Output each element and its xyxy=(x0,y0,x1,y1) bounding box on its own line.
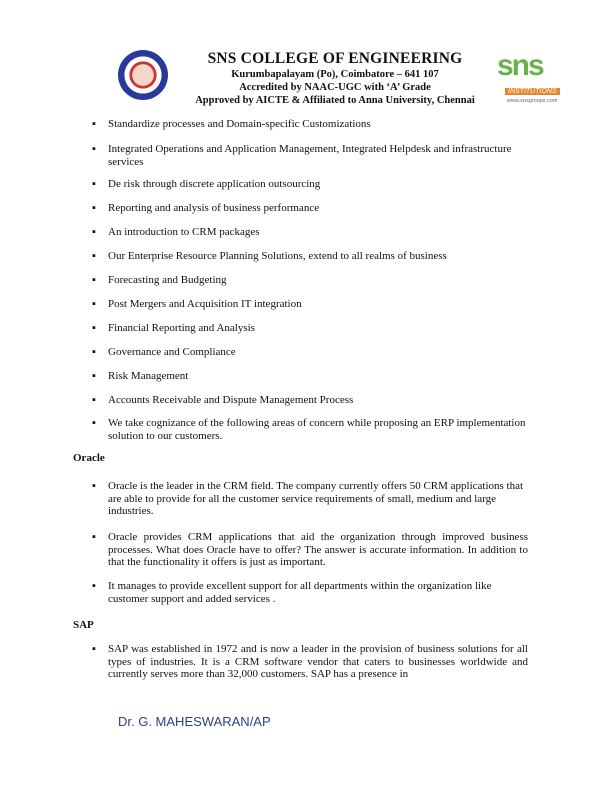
college-address: Kurumbapalayam (Po), Coimbatore – 641 107 xyxy=(231,69,439,80)
list-item-text: Risk Management xyxy=(108,370,189,382)
list-item xyxy=(92,143,532,168)
letterhead xyxy=(0,0,612,110)
bullet-icon: ▪ xyxy=(92,143,96,155)
list-item xyxy=(92,370,532,383)
heading-oracle: Oracle xyxy=(73,452,105,464)
list-item xyxy=(92,643,532,681)
heading-sap: SAP xyxy=(73,619,94,631)
bullet-icon: ▪ xyxy=(92,417,96,429)
bullet-icon: ▪ xyxy=(92,298,96,310)
list-item xyxy=(92,298,532,311)
list-item xyxy=(92,226,532,239)
list-item xyxy=(92,531,532,569)
list-item xyxy=(92,580,532,605)
bullet-icon: ▪ xyxy=(92,346,96,358)
list-item xyxy=(92,250,532,263)
list-item xyxy=(92,394,532,407)
list-item xyxy=(92,322,532,335)
list-item-text: Financial Reporting and Analysis xyxy=(108,322,255,334)
bullet-icon: ▪ xyxy=(92,580,96,592)
list-item xyxy=(92,178,532,191)
list-item-text: We take cognizance of the following areas of concern while proposing an ERP implementation solution to our customers. xyxy=(108,417,526,442)
list-item-text: De risk through discrete application outsourcing xyxy=(108,178,321,190)
list-item-text: Governance and Compliance xyxy=(108,346,236,358)
bullet-icon: ▪ xyxy=(92,322,96,334)
list-item-text: Oracle is the leader in the CRM field. The company currently offers 50 CRM applications that are able to provide for all the customer service requirements of small, medium and large industries. xyxy=(108,480,524,517)
list-item-text: Integrated Operations and Application Management, Integrated Helpdesk and infrastructure services xyxy=(108,143,512,168)
list-item xyxy=(92,417,532,442)
list-item xyxy=(92,202,532,215)
list-item xyxy=(92,480,532,518)
bullet-icon: ▪ xyxy=(92,274,96,286)
list-item-text: Oracle provides CRM applications that aid the organization through improved business processes. What does Oracle have to offer? The answer is accurate information. In addition to that the functionality it offers is just as important. xyxy=(108,531,528,568)
list-item-text: Forecasting and Budgeting xyxy=(108,274,227,286)
list-item-text: Our Enterprise Resource Planning Solutions, extend to all realms of business xyxy=(108,250,447,262)
bullet-icon: ▪ xyxy=(92,394,96,406)
bullet-icon: ▪ xyxy=(92,531,96,543)
bullet-icon: ▪ xyxy=(92,178,96,190)
bullet-icon: ▪ xyxy=(92,643,96,655)
letterhead-text xyxy=(185,50,485,107)
college-name: SNS COLLEGE OF ENGINEERING xyxy=(207,50,463,67)
college-accreditation: Accredited by NAAC-UGC with ‘A’ Grade xyxy=(239,82,431,93)
list-item-text: It manages to provide excellent support for all departments within the organization like customer support and added services . xyxy=(108,580,492,605)
list-item-text: Reporting and analysis of business performance xyxy=(108,202,320,214)
list-item-text: Post Mergers and Acquisition IT integration xyxy=(108,298,302,310)
bullet-icon: ▪ xyxy=(92,202,96,214)
list-item-text: An introduction to CRM packages xyxy=(108,226,260,238)
college-approval: Approved by AICTE & Affiliated to Anna University, Chennai xyxy=(195,95,475,106)
sns-institutions-logo: sns INSTITUTIONS www.snsgroups.com xyxy=(497,52,577,102)
bullet-icon: ▪ xyxy=(92,226,96,238)
list-item xyxy=(92,274,532,287)
bullet-icon: ▪ xyxy=(92,480,96,492)
footer-author: Dr. G. MAHESWARAN/AP xyxy=(118,714,271,729)
list-item-text: Standardize processes and Domain-specific Customizations xyxy=(108,118,371,130)
list-item xyxy=(92,346,532,359)
bullet-icon: ▪ xyxy=(92,118,96,130)
list-item-text: SAP was established in 1972 and is now a leader in the provision of business solutions for all types of industries. It is a CRM software vendor that caters to businesses worldwide and currently serves more than 32,000 customers. SAP has a presence in xyxy=(108,643,528,680)
list-item xyxy=(92,118,532,131)
bullet-icon: ▪ xyxy=(92,370,96,382)
college-seal-logo xyxy=(118,50,168,100)
bullet-icon: ▪ xyxy=(92,250,96,262)
list-item-text: Accounts Receivable and Dispute Management Process xyxy=(108,394,354,406)
